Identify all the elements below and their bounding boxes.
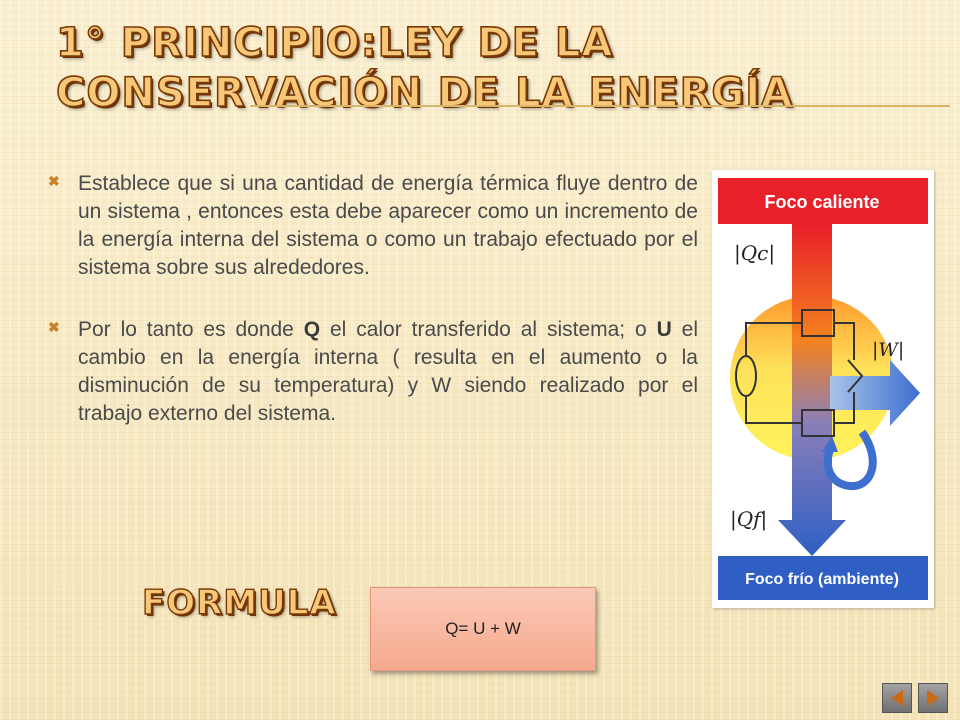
title-underline <box>250 105 950 107</box>
previous-slide-button[interactable] <box>882 683 912 713</box>
formula-text: Q= U + W <box>445 619 521 638</box>
bullet-item <box>48 170 698 282</box>
bullet-text <box>78 170 698 282</box>
bullet-text-part: Establece que si una cantidad de energía térmica fluye dentro de un sistema , entonces esta debe aparecer como un incremento de la energía interna del sistema o como un trabajo efectuado por el sistema sobre sus alrededores. <box>78 172 698 279</box>
bullet-x-icon: ✖ <box>48 319 60 335</box>
formula-heading: FORMULA <box>142 583 337 623</box>
formula-box[interactable] <box>370 587 596 671</box>
heat-engine-diagram <box>712 170 934 608</box>
slide-body <box>48 170 698 462</box>
previous-triangle-icon <box>883 684 911 712</box>
cold-reservoir-label: Foco frío (ambiente) <box>745 571 899 588</box>
bullet-x-icon: ✖ <box>48 173 60 189</box>
bullet-text-part: Por lo tanto es donde <box>78 318 304 341</box>
bullet-text-part: el cambio en la energía interna ( resulta en el aumento o la disminución de su temperatura) y W siendo realizado por el trabajo externo del sistema. <box>78 318 698 425</box>
bullet-item <box>48 316 698 428</box>
hot-reservoir-label: Foco caliente <box>764 192 880 212</box>
qc-label: |Qc| <box>734 241 776 265</box>
bullet-text <box>78 316 698 428</box>
symbol-u: U <box>656 318 672 341</box>
slide-title: 1° PRINCIPIO:LEY DE LA CONSERVACIÓN DE LA ENERGÍA <box>56 20 794 116</box>
bullet-text-part: el calor transferido al sistema; o <box>320 318 657 341</box>
next-slide-button[interactable] <box>918 683 948 713</box>
qf-label: |Qf| <box>730 507 768 531</box>
w-label: |W| <box>872 339 905 361</box>
next-triangle-icon <box>919 684 947 712</box>
symbol-q: Q <box>303 318 321 341</box>
